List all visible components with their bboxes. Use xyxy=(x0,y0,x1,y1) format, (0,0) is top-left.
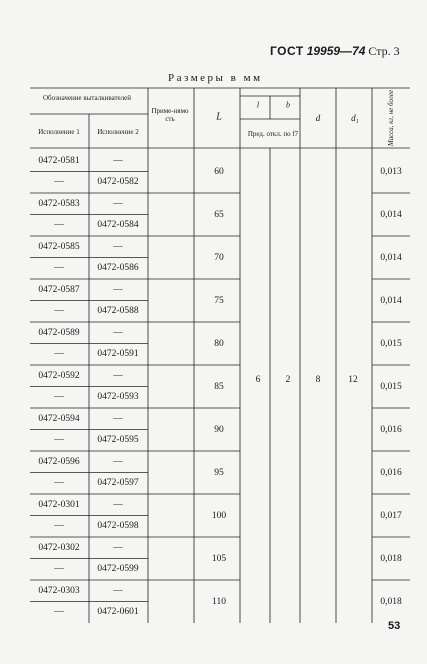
exec-1-cell: 0472-0581 xyxy=(38,155,80,166)
mass-cell: 0,017 xyxy=(380,510,402,521)
length-cell: 75 xyxy=(214,295,224,306)
header-b: b xyxy=(286,100,290,110)
mass-cell: 0,014 xyxy=(380,252,402,263)
exec-1-cell: 0472-0301 xyxy=(38,499,80,510)
exec-2-cell: 0472-0597 xyxy=(97,478,139,489)
length-cell: 80 xyxy=(214,338,224,349)
exec-1-cell: 0472-0585 xyxy=(38,241,80,252)
header-d: d xyxy=(315,113,321,123)
common-b: 2 xyxy=(285,375,291,385)
standard-label: ГОСТ xyxy=(270,44,304,58)
mass-cell: 0,018 xyxy=(380,596,402,607)
exec-1-cell: — xyxy=(54,478,64,489)
length-cell: 65 xyxy=(214,209,224,220)
exec-1-cell: 0472-0583 xyxy=(38,198,80,209)
exec-2-cell: 0472-0601 xyxy=(97,607,139,618)
exec-2-cell: — xyxy=(113,284,123,295)
length-cell: 60 xyxy=(214,166,224,177)
exec-1-cell: — xyxy=(54,607,64,618)
exec-2-cell: 0472-0591 xyxy=(97,349,139,360)
exec-2-cell: — xyxy=(113,499,123,510)
length-cell: 90 xyxy=(214,424,224,435)
length-cell: 70 xyxy=(214,252,224,263)
exec-2-cell: 0472-0593 xyxy=(97,392,139,403)
header-designations: Обозначение выталкивателей xyxy=(42,94,132,102)
exec-1-cell: — xyxy=(54,564,64,575)
header-mass: Масса, кг, не более xyxy=(387,89,395,147)
length-cell: 95 xyxy=(214,467,224,478)
length-cell: 110 xyxy=(212,596,226,607)
header-exec-1: Исполнение 1 xyxy=(38,128,80,136)
exec-1-cell: — xyxy=(54,177,64,188)
exec-1-cell: 0472-0589 xyxy=(38,327,80,338)
exec-1-cell: — xyxy=(54,349,64,360)
mass-cell: 0,013 xyxy=(380,166,402,177)
mass-cell: 0,014 xyxy=(380,209,402,220)
exec-2-cell: — xyxy=(113,542,123,553)
mass-cell: 0,018 xyxy=(380,553,402,564)
exec-2-cell: — xyxy=(113,327,123,338)
exec-2-cell: — xyxy=(113,585,123,596)
page-num: 3 xyxy=(393,44,400,58)
exec-1-cell: 0472-0596 xyxy=(38,456,80,467)
common-d1: 12 xyxy=(348,375,358,385)
exec-2-cell: 0472-0586 xyxy=(97,263,139,274)
exec-1-cell: — xyxy=(54,435,64,446)
header-d1: d₁ xyxy=(351,113,359,123)
exec-1-cell: 0472-0592 xyxy=(38,370,80,381)
exec-2-cell: — xyxy=(113,370,123,381)
mass-cell: 0,015 xyxy=(380,381,402,392)
exec-1-cell: 0472-0303 xyxy=(38,585,80,596)
exec-1-cell: — xyxy=(54,521,64,532)
mass-cell: 0,016 xyxy=(380,424,402,435)
exec-1-cell: 0472-0594 xyxy=(38,413,80,424)
header-tolerance: Пред. откл. по f7 xyxy=(247,130,299,138)
mass-cell: 0,015 xyxy=(380,338,402,349)
mass-cell: 0,014 xyxy=(380,295,402,306)
exec-2-cell: 0472-0599 xyxy=(97,564,139,575)
exec-1-cell: — xyxy=(54,263,64,274)
length-cell: 100 xyxy=(211,510,227,521)
exec-2-cell: — xyxy=(113,456,123,467)
exec-1-cell: — xyxy=(54,392,64,403)
exec-1-cell: — xyxy=(54,306,64,317)
header-l: l xyxy=(256,100,260,110)
header-applicability: Приме-нямость xyxy=(151,107,189,123)
header-exec-2: Исполнение 2 xyxy=(97,128,139,136)
exec-1-cell: 0472-0302 xyxy=(38,542,80,553)
exec-2-cell: — xyxy=(113,198,123,209)
mass-cell: 0,016 xyxy=(380,467,402,478)
exec-2-cell: 0472-0582 xyxy=(97,177,139,188)
length-cell: 105 xyxy=(211,553,227,564)
page-number: 53 xyxy=(388,620,401,632)
page-label: Стр. xyxy=(368,44,391,58)
exec-2-cell: 0472-0595 xyxy=(97,435,139,446)
exec-2-cell: — xyxy=(113,155,123,166)
common-l: 6 xyxy=(255,375,261,385)
exec-1-cell: 0472-0587 xyxy=(38,284,80,295)
exec-1-cell: — xyxy=(54,220,64,231)
length-cell: 85 xyxy=(214,381,224,392)
exec-2-cell: 0472-0598 xyxy=(97,521,139,532)
exec-2-cell: 0472-0588 xyxy=(97,306,139,317)
header-L: L xyxy=(216,111,222,123)
exec-2-cell: 0472-0584 xyxy=(97,220,139,231)
exec-2-cell: — xyxy=(113,413,123,424)
standard-number: 19959—74 xyxy=(306,44,366,58)
common-d: 8 xyxy=(315,375,321,385)
exec-2-cell: — xyxy=(113,241,123,252)
table-title: Размеры в мм xyxy=(168,72,263,84)
